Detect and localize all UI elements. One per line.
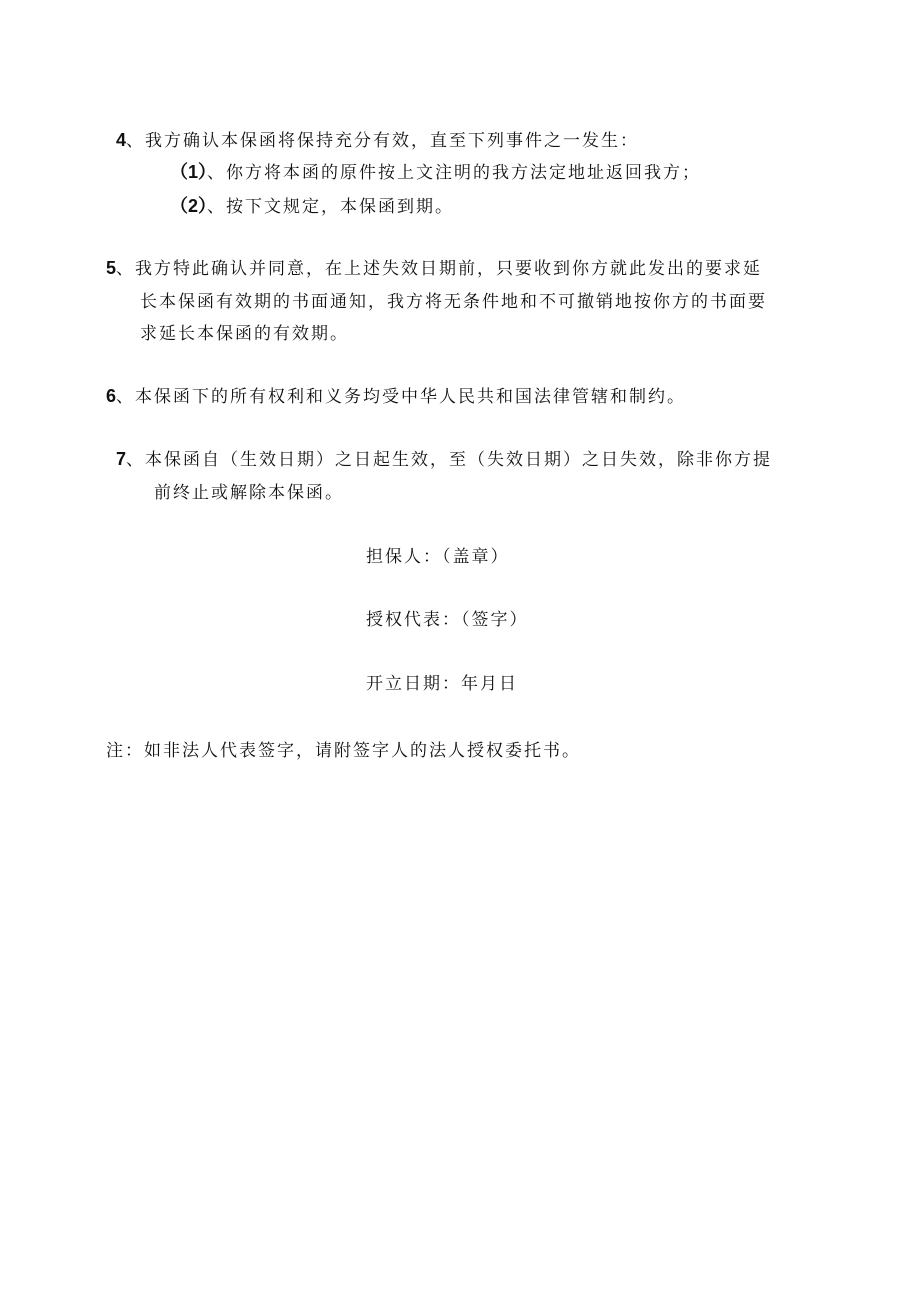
clause-4-line: [116, 128, 639, 153]
clause-7-line-2: 前终止或解除本保函。: [154, 483, 344, 503]
clause-5-number: 5: [106, 258, 117, 278]
guarantor-seal-line: 担保人：（盖章）: [366, 547, 510, 567]
clause-4-item-1-text: 、你方将本函的原件按上文注明的我方法定地址返回我方；: [207, 163, 702, 183]
clause-5-line-2: 长本保函有效期的书面通知，我方将无条件地和不可撤销地按你方的书面要: [140, 292, 767, 312]
clause-4-item-2-number: （2）: [170, 196, 208, 216]
clause-6-line: [106, 384, 686, 409]
issue-date-line: 开立日期：年月日: [366, 674, 518, 694]
clause-5-line-1: [106, 256, 762, 281]
clause-4-item-1-number: （1）: [170, 162, 208, 182]
clause-4-number: 4: [116, 130, 127, 150]
clause-7-line-1: [116, 447, 772, 472]
clause-5-text-1: 、我方特此确认并同意，在上述失效日期前，只要收到你方就此发出的要求延: [116, 259, 763, 279]
footnote: 注：如非法人代表签字，请附签字人的法人授权委托书。: [106, 741, 581, 761]
clause-4-item-2-text: 、按下文规定，本保函到期。: [207, 197, 455, 217]
clause-7-number: 7: [116, 449, 127, 469]
clause-4-item-2: [170, 194, 454, 219]
clause-6-text: 、本保函下的所有权利和义务均受中华人民共和国法律管辖和制约。: [116, 387, 687, 407]
clause-6-number: 6: [106, 386, 117, 406]
clause-5-line-3: 求延长本保函的有效期。: [140, 324, 349, 344]
clause-7-text-1: 、本保函自（生效日期）之日起生效，至（失效日期）之日失效，除非你方提: [126, 450, 773, 470]
clause-4-text: 、我方确认本保函将保持充分有效，直至下列事件之一发生：: [126, 131, 640, 151]
clause-4-item-1: [170, 160, 701, 185]
authorized-representative-line: 授权代表：（签字）: [366, 610, 529, 630]
